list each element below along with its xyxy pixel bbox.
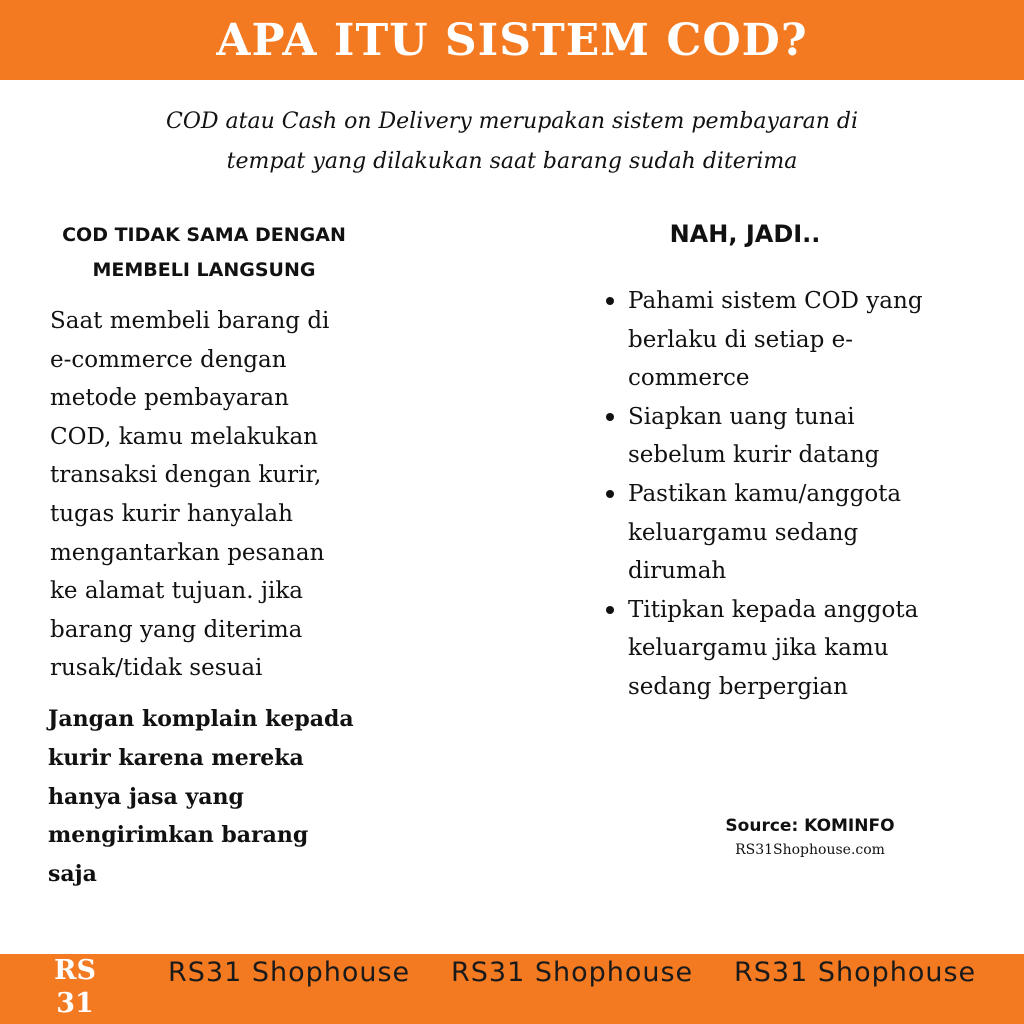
bullet-icon [606, 413, 614, 421]
body-line: ke alamat tujuan. jika [50, 578, 303, 605]
bullet-icon [606, 297, 614, 305]
tip-line: keluargamu jika kamu [628, 635, 889, 662]
body-line: COD, kamu melakukan [50, 423, 318, 450]
tip-line: berlaku di setiap e- [628, 326, 853, 353]
left-body-text [50, 302, 370, 688]
emphasis-line: mengirimkan barang [48, 822, 309, 849]
tip-line: commerce [628, 365, 750, 392]
heading-line: COD TIDAK SAMA DENGAN [62, 224, 346, 246]
footer-brand-text: RS31 Shophouse [734, 957, 977, 988]
tip-line: keluargamu sedang [628, 519, 859, 546]
body-line: e-commerce dengan [50, 346, 287, 373]
intro-line: COD atau Cash on Delivery merupakan sistem pembayaran di [166, 109, 858, 134]
footer-banner [0, 954, 1024, 1024]
tip-line: Siapkan uang tunai [628, 403, 855, 430]
emphasis-line: kurir karena mereka [48, 744, 304, 771]
header-banner [0, 0, 1024, 80]
body-line: Saat membeli barang di [50, 308, 330, 334]
body-line: tugas kurir hanyalah [50, 500, 293, 527]
logo-line: RS [54, 955, 96, 986]
tip-line: Pastikan kamu/anggota [628, 480, 902, 507]
body-line: mengantarkan pesanan [50, 539, 325, 566]
body-line: transaksi dengan kurir, [50, 462, 322, 489]
body-line: metode pembayaran [50, 385, 289, 412]
body-line: rusak/tidak sesuai [50, 655, 263, 682]
tip-line: Pahami sistem COD yang [628, 288, 923, 314]
emphasis-line: hanya jasa yang [48, 783, 244, 810]
body-line: barang yang diterima [50, 616, 303, 643]
left-emphasis-text [48, 700, 368, 894]
tip-item [604, 398, 954, 475]
source-label: Source: KOMINFO [725, 816, 895, 836]
tip-line: dirumah [628, 558, 727, 585]
heading-line: MEMBELI LANGSUNG [92, 259, 316, 281]
tip-line: sebelum kurir datang [628, 442, 880, 469]
footer-brand-text: RS31 Shophouse [451, 957, 694, 988]
footer-brand-text: RS31 Shophouse [168, 957, 411, 988]
tip-line: Titipkan kepada anggota [628, 596, 919, 623]
page-title: APA ITU SISTEM COD? [216, 14, 808, 66]
tip-item [604, 282, 954, 398]
brand-logo [50, 954, 100, 1020]
bullet-icon [606, 606, 614, 614]
tips-list [604, 282, 954, 707]
left-section-heading [30, 218, 378, 288]
bullet-icon [606, 490, 614, 498]
tip-item [604, 475, 954, 591]
intro-line: tempat yang dilakukan saat barang sudah diterima [226, 149, 798, 174]
intro-text [80, 102, 944, 182]
tip-item [604, 591, 954, 707]
emphasis-line: saja [48, 861, 97, 888]
tip-line: sedang berpergian [628, 673, 848, 700]
source-url: RS31Shophouse.com [735, 842, 885, 858]
right-section-heading: NAH, JADI.. [669, 220, 821, 248]
emphasis-line: Jangan komplain kepada [48, 706, 354, 732]
logo-line: 31 [56, 988, 94, 1019]
